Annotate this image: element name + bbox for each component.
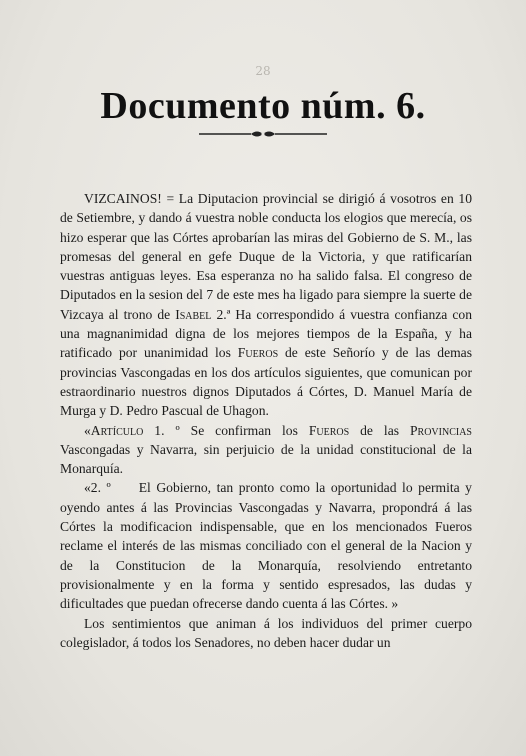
paragraph-1-fueros: Fueros (237, 345, 279, 361)
document-title: Documento núm. 6. (100, 85, 426, 127)
paragraph-4-text: Los sentimientos que animan á los individuos del primer cuerpo colegislador, á todos los Senadores, no deben hacer dudar un (60, 615, 472, 650)
article-1-de: de las (349, 422, 410, 438)
article-1-fueros: Fueros (308, 422, 350, 438)
paragraph-1-text: La Diputacion provincial se dirigió á vosotros en 10 de Setiembre, y dando á vuestra noble conducta los elogios que merecía, os hizo esperar que las Córtes aprobarían las miras del Gobierno de S. M., las promesas del general en gefe Duque de la Victoria, y que ratificarían vuestras antiguas leyes. Esa esperanza no ha salido falsa. El congreso de Diputados en la sesion del 7 de este mes ha ligado para siempre la suerte de Vizcaya al trono de (60, 191, 472, 322)
article-1-label: Artículo 1. (90, 422, 165, 438)
article-1-paragraph (60, 421, 472, 479)
article-2-label: «2. º (84, 480, 111, 496)
ornament-divider-icon (197, 128, 329, 140)
paragraph-1-text2: Ha correspondido á vuestra confianza con una magnanimidad digna de los mejores tiempos de la España, y ha ratificado por unanimidad los (60, 306, 472, 361)
body-text (60, 189, 472, 652)
article-2-text: El Gobierno, tan pronto como la oportunidad lo permita y oyendo antes á las Provincias Vascongadas y Navarra, propondrá á las Córtes la modificacion indispensable, que en los mencionados Fueros reclame el interés de las mismas conciliado con el general de la Nacion y de la Constitucion de la Monarquía, resolviendo entretanto provisionalmente y en la forma y sentido espresados, las dudas y dificultades que puedan ofrecerse dando cuenta á las Córtes. » (60, 480, 472, 612)
paragraph-4 (60, 614, 472, 653)
article-2-paragraph (60, 478, 472, 613)
article-1-provincias: Provincias (409, 422, 472, 438)
article-1-text: Vascongadas y Navarra, sin perjuicio de la unidad constitucional de la Monarquía. (60, 441, 472, 477)
paragraph-1-isabel: Isabel 2.ª (175, 306, 231, 322)
article-1-mid: º Se confirman los (164, 422, 309, 438)
paragraph-1-lead: VIZCAINOS! = (84, 191, 179, 206)
page-number: 28 (255, 64, 271, 78)
article-1-open-quote: « (84, 422, 91, 438)
paragraph-1 (60, 189, 472, 421)
paragraph-1-text3: de este Señorío y de las demas provincias Vascongadas en los dos artículos siguientes, que comunican por estraordinario nuestros dignos Diputados á Córtes, D. Manuel María de Murga y D. Pedro Pascual de Uhagon. (60, 345, 473, 419)
